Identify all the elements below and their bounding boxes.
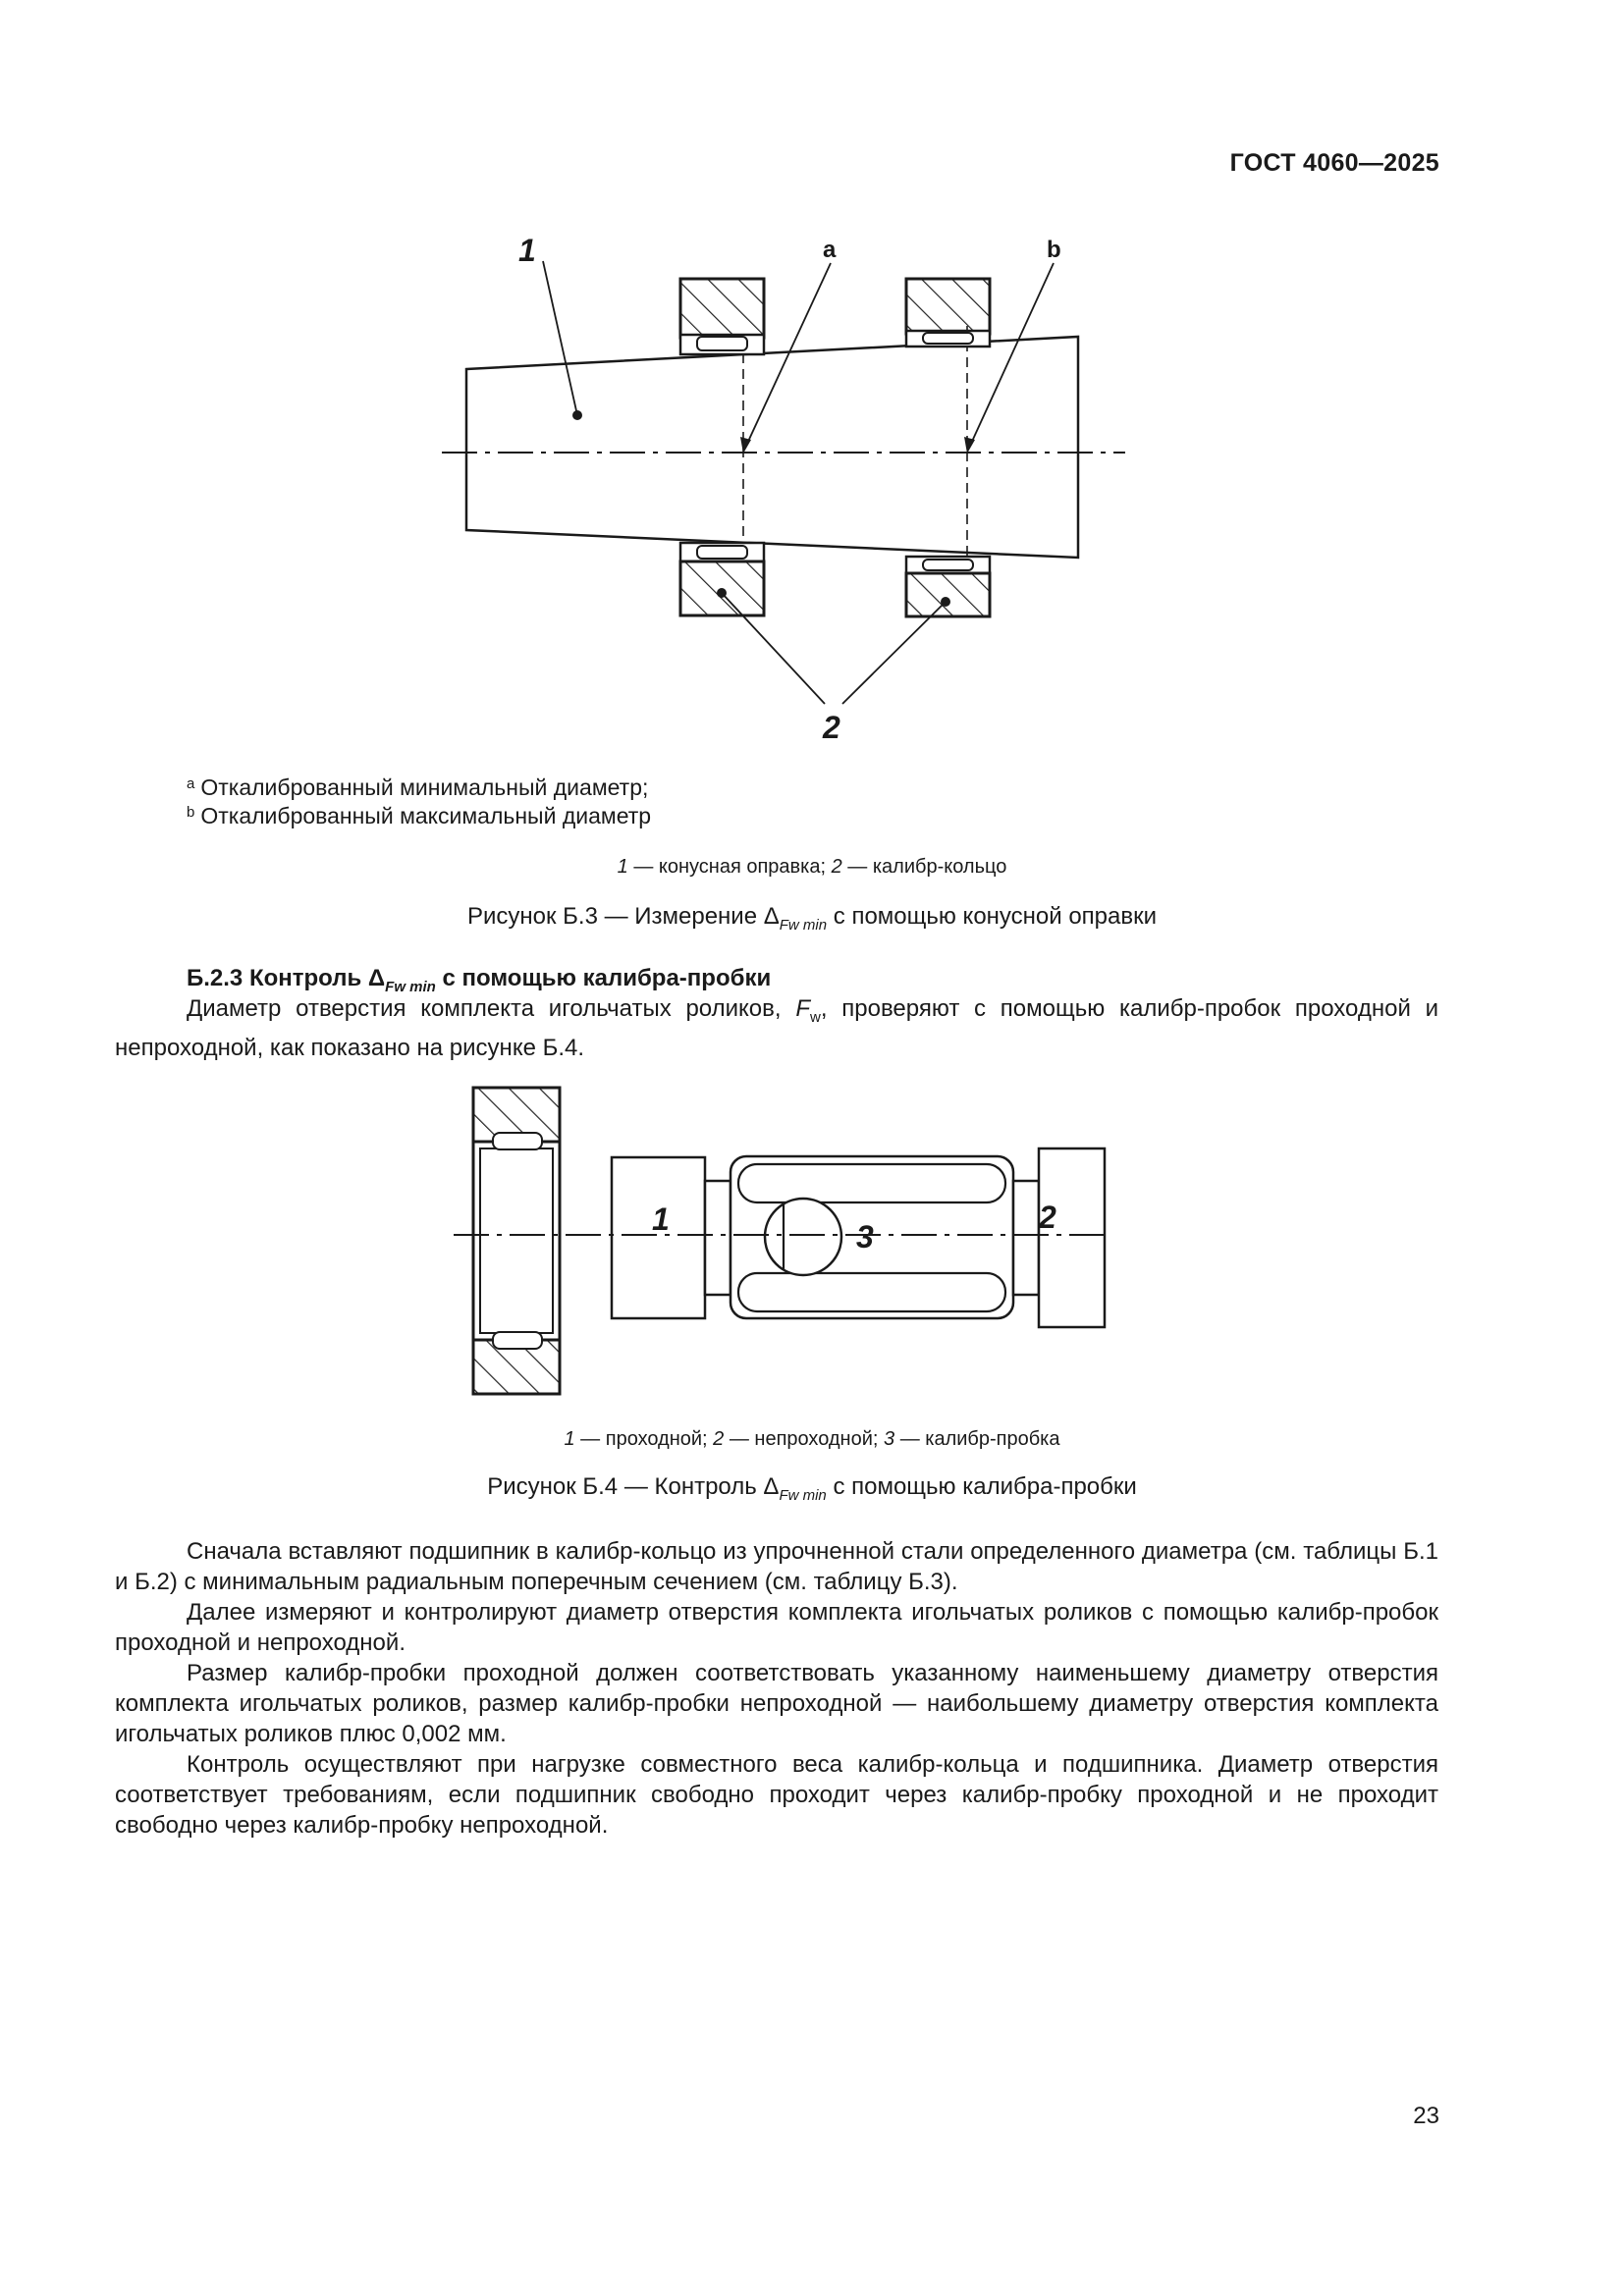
paragraph-2: Далее измеряют и контролируют диаметр отверстия комплекта игольчатых роликов с помощью калибр-пробок проходной и непроходной. [115, 1599, 1438, 1656]
figure-b4-legend: 1 — проходной; 2 — непроходной; 3 — калибр-пробка [564, 1428, 1060, 1450]
figure-b3-note-b: $^b$ Откалиброванный максимальный диаметр [187, 803, 652, 828]
figure-b3-note-a: $^a$ Откалиброванный минимальный диаметр; [187, 774, 649, 800]
figure-b4-drawing [447, 1080, 1114, 1404]
paragraph-1: Сначала вставляют подшипник в калибр-кольцо из упрочненной стали определенного диаметра (см. таблицы Б.1 и Б.2) с минимальным радиальным поперечным сечением (см. таблицу Б.3). [115, 1538, 1438, 1595]
label-b: b [1047, 237, 1061, 263]
label-mandrel: 1 [518, 233, 536, 268]
paragraph-3: Размер калибр-пробки проходной должен соответствовать указанному наименьшему диаметру отверстия комплекта игольчатых роликов, размер калибр-пробки непроходной — наибольшему диаметру отверстия комплекта игольчатых роликов плюс 0,002 мм. [115, 1660, 1438, 1747]
label-plug-gauge: 3 [856, 1219, 874, 1255]
intro-paragraph: Диаметр отверстия комплекта игольчатых роликов, $F_w$, проверяют с помощью калибр-пробок проходной и непроходной, как показано на рисунке Б.4. [115, 995, 1438, 1061]
document-header: ГОСТ 4060—2025 [1229, 149, 1439, 177]
section-heading: Б.2.3 Контроль $\Delta_{Fw min}$ с помощью калибра-пробки [187, 965, 772, 995]
go-gauge [612, 1157, 705, 1318]
paragraph-4: Контроль осуществляют при нагрузке совместного веса калибр-кольца и подшипника. Диаметр отверстия соответствует требованиям, если подшипник свободно проходит через калибр-пробку проходной и не проходит свободно через калибр-пробку непроходной. [115, 1751, 1438, 1839]
figure-b3-caption: Рисунок Б.3 — Измерение $\Delta_{Fw min}$ с помощью конусной оправки [466, 903, 1158, 934]
gauge-ring-right-bottom [906, 557, 990, 616]
body-text [115, 1536, 1438, 1841]
label-nogo-gauge: 2 [1039, 1200, 1056, 1235]
figure-b3-legend: 1 — конусная оправка; 2 — калибр-кольцо [617, 856, 1007, 878]
gauge-ring-section [473, 1088, 560, 1394]
figure-b3-drawing [422, 226, 1149, 746]
label-a: a [823, 237, 837, 263]
label-go-gauge: 1 [652, 1201, 670, 1237]
label-gauge-ring: 2 [823, 710, 840, 745]
figure-b4-caption: Рисунок Б.4 — Контроль $\Delta_{Fw min}$ с помощью калибра-пробки [487, 1473, 1137, 1504]
gauge-ring-left-bottom [680, 543, 764, 615]
page-number: 23 [1413, 2103, 1439, 2129]
gauge-ring-left-top [680, 279, 764, 354]
tapered-mandrel [466, 337, 1078, 558]
gauge-ring-right-top [906, 279, 990, 347]
nogo-gauge [1039, 1148, 1105, 1327]
